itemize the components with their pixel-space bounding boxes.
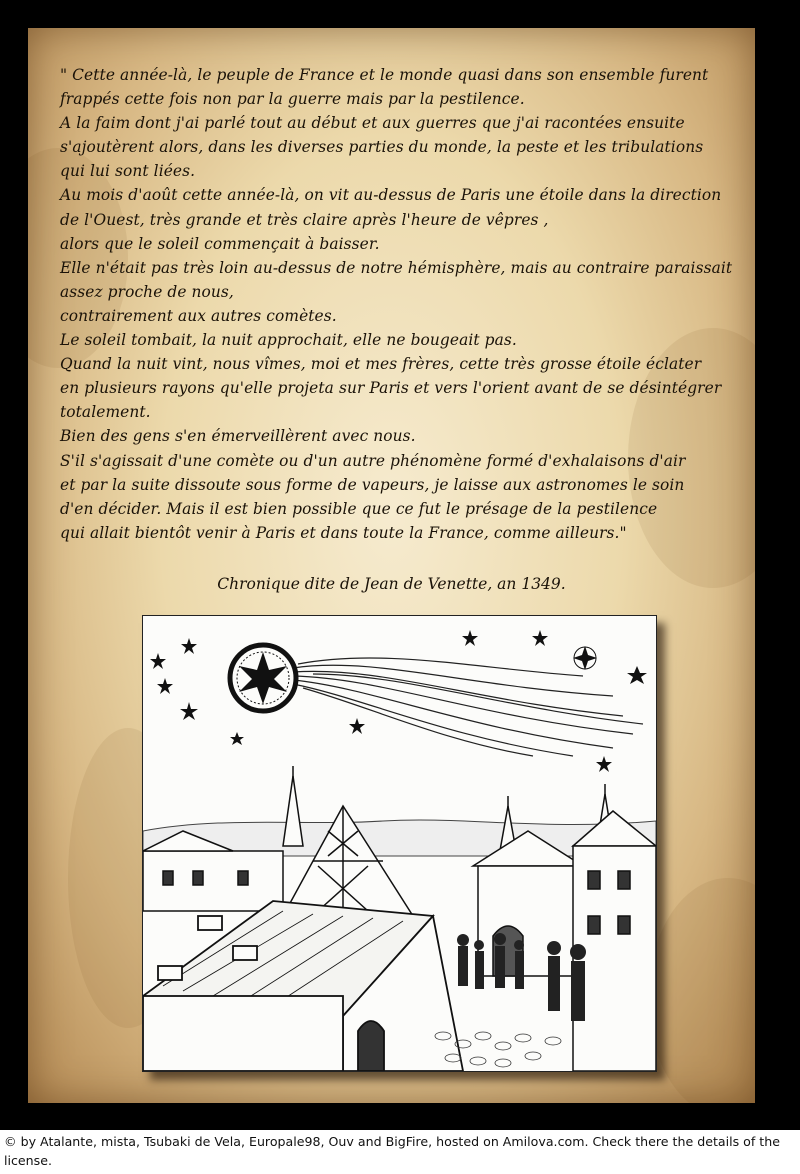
quote-line: s'ajoutèrent alors, dans les diverses parties du monde, la peste et les tribulations [60,138,704,157]
quote-line: Quand la nuit vint, nous vîmes, moi et mes frères, cette très grosse étoile éclater [60,355,702,374]
quote-line: " Cette année-là, le peuple de France et le monde quasi dans son ensemble furent [60,66,709,84]
quote-line: alors que le soleil commençait à baisser. [60,234,380,253]
quote-line: assez proche de nous, [60,282,234,301]
front-roof [143,901,463,1071]
quote-line: contrairement aux autres comètes. [60,306,337,325]
quote-line: Le soleil tombait, la nuit approchait, elle ne bougeait pas. [60,331,517,350]
chronicle-quote [60,63,750,545]
quote-line: frappés cette fois non par la guerre mais par la pestilence. [60,90,525,109]
comet-over-city-woodcut [143,616,656,1071]
large-star-top-right [573,646,597,670]
comet-tail [293,658,643,756]
quote-line: de l'Ouest, très grande et très claire après l'heure de vêpres , [60,210,549,229]
quote-line: et par la suite dissoute sous forme de vapeurs, je laisse aux astronomes le soin [60,475,685,494]
quote-line: Bien des gens s'en émerveillèrent avec nous. [60,427,416,446]
parchment-background [28,28,755,1103]
quote-line: Au mois d'août cette année-là, on vit au-dessus de Paris une étoile dans la direction [60,186,722,205]
stars [150,630,647,772]
quote-line: S'il s'agissait d'une comète ou d'un autre phénomène formé d'exhalaisons d'air [60,451,686,470]
quote-line: A la faim dont j'ai parlé tout au début et aux guerres que j'ai racontées ensuite [60,114,685,133]
quote-line: totalement. [60,403,151,422]
quote-line: Elle n'était pas très loin au-dessus de notre hémisphère, mais au contraire paraissait [60,258,733,277]
quote-line: qui lui sont liées. [60,162,196,181]
comet-head [230,645,296,711]
license-credit: © by Atalante, mista, Tsubaki de Vela, Europale98, Ouv and BigFire, hosted on Amilova.com. Check there the details of the license. [4,1134,780,1168]
quote-line: d'en décider. Mais il est bien possible que ce fut le présage de la pestilence [60,499,658,518]
woodcut-illustration [142,615,657,1072]
quote-line: qui allait bientôt venir à Paris et dans toute la France, comme ailleurs." [60,523,627,542]
chronicle-attribution: Chronique dite de Jean de Venette, an 1349. [217,575,566,593]
quote-line: en plusieurs rayons qu'elle projeta sur Paris et vers l'orient avant de se désintégrer [60,379,722,398]
parchment-stain [648,878,755,1103]
